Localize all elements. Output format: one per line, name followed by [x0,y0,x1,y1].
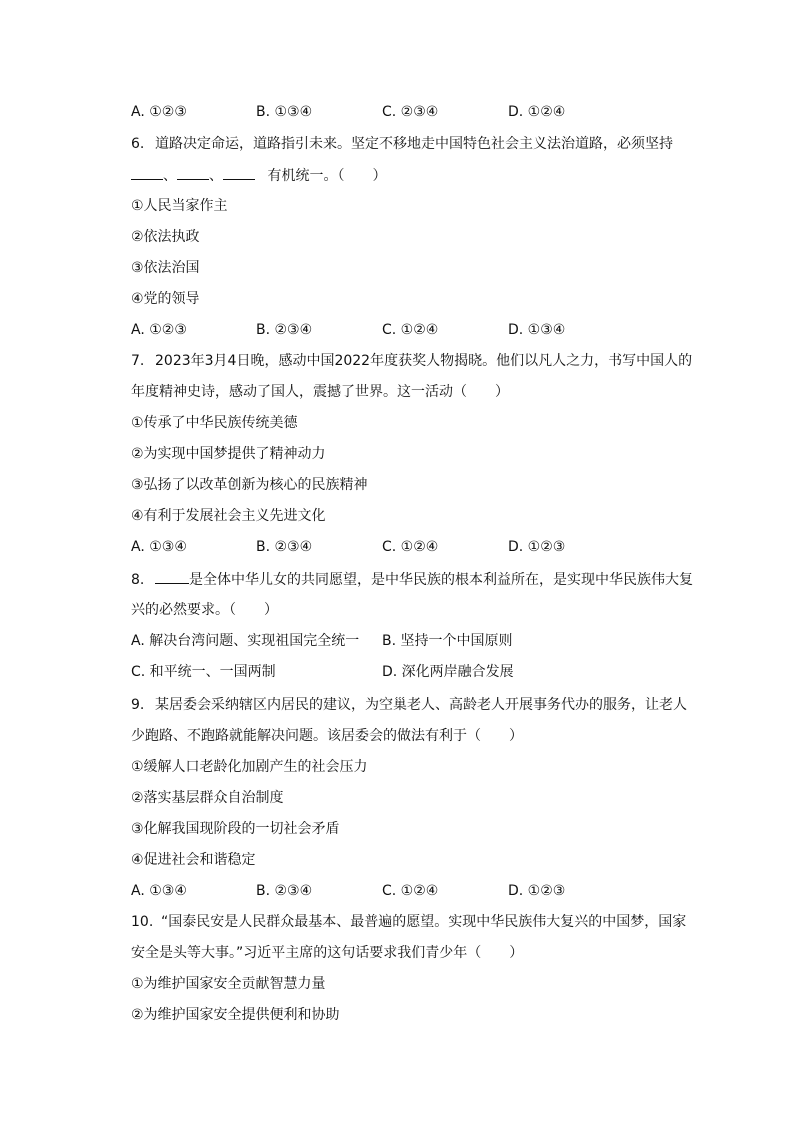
q6-option-c: C. ①②④ [382,322,439,338]
q10-stem-line1 [131,912,686,932]
q6-number: 6. [131,136,145,152]
q6-item-1: ①人民当家作主 [131,198,228,214]
q7-stem-line1 [131,351,692,371]
q6-stem-text1: 道路决定命运，道路指引未来。坚定不移地走中国特色社会主义法治道路，必须坚持 [155,136,673,152]
q7-stem-text1: 2023年3月4日晚，感动中国2022年度获奖人物揭晓。他们以凡人之力，书写中国人的 [155,353,693,369]
q7-option-c: C. ①②④ [382,539,439,555]
q6-blank-2 [177,165,209,180]
q6-sep-2: 、 [209,168,223,184]
q8-blank [155,569,189,584]
q6-option-a: A. ①②③ [131,322,187,338]
q8-option-b: B. 坚持一个中国原则 [382,633,513,649]
q9-option-b: B. ②③④ [256,883,313,899]
q9-stem-line2: 少跑路、不跑路就能解决问题。该居委会的做法有利于（ ） [131,728,523,744]
q8-option-c: C. 和平统一、一国两制 [131,664,276,680]
q7-item-3: ③弘扬了以改革创新为核心的民族精神 [131,477,368,493]
q6-stem-line2 [131,165,386,186]
q10-item-2: ②为维护国家安全提供便利和协助 [131,1007,340,1023]
q9-option-c: C. ①②④ [382,883,439,899]
q7-option-a: A. ①③④ [131,539,187,555]
q6-item-2: ②依法执政 [131,229,200,245]
q7-option-d: D. ①②③ [508,539,566,555]
q10-stem-line2: 安全是头等大事。”习近平主席的这句话要求我们青少年（ ） [131,945,524,961]
q10-number: 10. [131,914,154,930]
q6-option-b: B. ②③④ [256,322,313,338]
q6-options [131,320,671,340]
q9-item-1: ①缓解人口老龄化加剧产生的社会压力 [131,759,368,775]
q5-option-c: C. ②③④ [382,104,439,120]
q8-stem-text1: 是全体中华儿女的共同愿望，是中华民族的根本利益所在，是实现中华民族伟大复 [189,572,693,588]
q7-options [131,537,671,557]
q9-stem-line1 [131,695,687,715]
q8-option-a: A. 解决台湾问题、实现祖国完全统一 [131,633,360,649]
q7-item-2: ②为实现中国梦提供了精神动力 [131,446,326,462]
q9-option-a: A. ①③④ [131,883,187,899]
q5-option-d: D. ①②④ [508,104,566,120]
q5-options [131,102,671,122]
q9-item-2: ②落实基层群众自治制度 [131,790,284,806]
q10-stem-text1: “国泰民安是人民群众最基本、最普遍的愿望。实现中华民族伟大复兴的中国梦，国家 [161,914,687,930]
q6-stem-line1 [131,134,673,154]
q6-option-d: D. ①③④ [508,322,566,338]
q9-options [131,881,671,901]
q6-sep-1: 、 [163,168,177,184]
q6-blank-3 [223,165,255,180]
q7-item-4: ④有利于发展社会主义先进文化 [131,508,326,524]
q8-stem-line1 [131,569,693,590]
q9-item-3: ③化解我国现阶段的一切社会矛盾 [131,821,340,837]
q6-stem-text2: 有机统一。（ ） [267,168,387,184]
q5-option-b: B. ①③④ [256,104,313,120]
q6-item-4: ④党的领导 [131,291,200,307]
q8-options-row1 [131,631,671,651]
q8-option-d: D. 深化两岸融合发展 [382,664,514,680]
q10-item-1: ①为维护国家安全贡献智慧力量 [131,976,326,992]
q7-stem-line2: 年度精神史诗，感动了国人，震撼了世界。这一活动（ ） [131,384,509,400]
q6-blank-1 [131,165,163,180]
q5-option-a: A. ①②③ [131,104,187,120]
q7-item-1: ①传承了中华民族传统美德 [131,415,298,431]
q9-item-4: ④促进社会和谐稳定 [131,852,256,868]
q8-number: 8. [131,572,145,588]
q8-options-row2 [131,662,671,682]
q7-option-b: B. ②③④ [256,539,313,555]
q9-stem-text1: 某居委会采纳辖区内居民的建议，为空巢老人、高龄老人开展事务代办的服务，让老人 [155,697,687,713]
q9-number: 9. [131,697,145,713]
q8-stem-line2: 兴的必然要求。（ ） [131,602,278,618]
q6-item-3: ③依法治国 [131,260,200,276]
q9-option-d: D. ①②③ [508,883,566,899]
q7-number: 7. [131,353,145,369]
